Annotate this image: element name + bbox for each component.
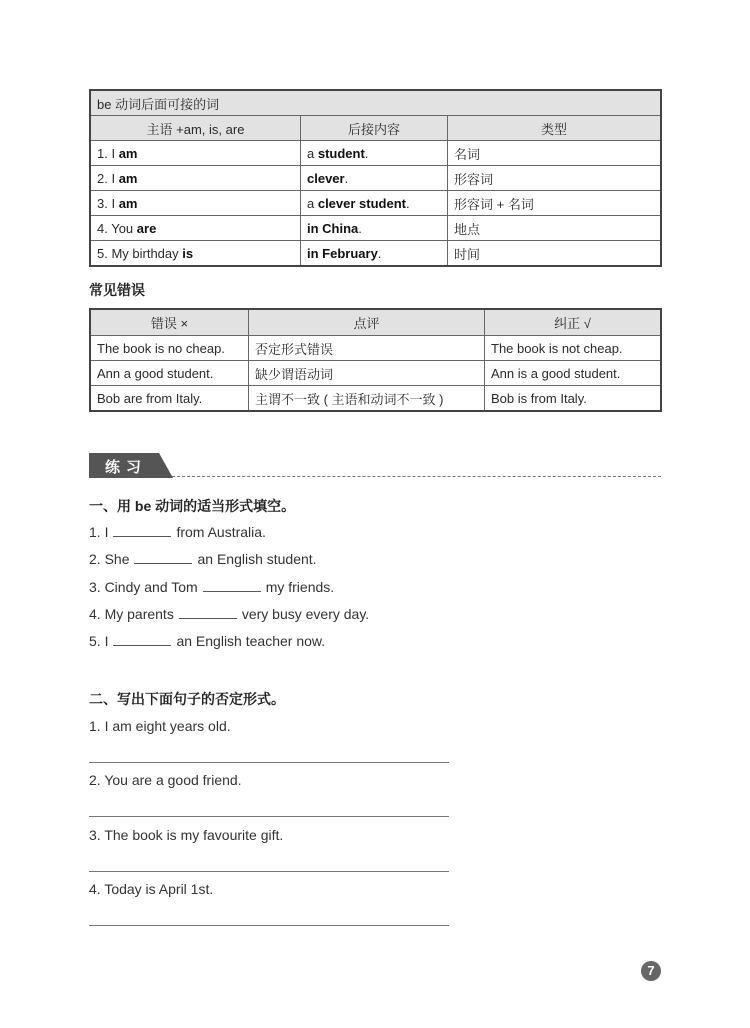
dashed-divider: [172, 476, 661, 477]
be-verb: am: [118, 170, 138, 186]
table-row: [90, 336, 661, 361]
subject-text: 5. My birthday: [97, 245, 183, 261]
table-row: [90, 386, 661, 412]
answer-line[interactable]: [89, 925, 449, 926]
type-cell: 时间: [448, 241, 662, 267]
complement-suffix: .: [344, 170, 349, 186]
item-suffix: an English teacher now.: [176, 633, 326, 650]
negation-item: 4. Today is April 1st.: [89, 880, 214, 897]
subject-text: 1. I: [97, 145, 119, 161]
comment-cell: 否定形式错误: [249, 336, 485, 361]
column-header: 主语 +am, is, are: [90, 116, 301, 141]
negation-item: 3. The book is my favourite gift.: [89, 826, 284, 843]
practice-tab-banner: [89, 453, 173, 478]
item-prefix: 4. My parents: [89, 605, 174, 622]
complement-suffix: .: [377, 245, 382, 261]
complement-bold: clever: [307, 170, 345, 186]
fill-blank-item: [89, 550, 317, 567]
subject-cell: [90, 166, 301, 191]
complement-prefix: a: [307, 145, 318, 161]
mistakes-heading: 常见错误: [89, 282, 145, 298]
complement-prefix: a: [307, 195, 318, 211]
subject-cell: [90, 141, 301, 166]
complement-suffix: .: [364, 145, 369, 161]
comment-cell: 主谓不一致 ( 主语和动词不一致 ): [249, 386, 485, 412]
column-header: 错误 ×: [90, 309, 249, 336]
corrected-sentence-cell: Ann is a good student.: [485, 361, 662, 386]
item-prefix: 5. I: [89, 633, 109, 650]
complement-cell: [301, 141, 448, 166]
column-header: 纠正 √: [485, 309, 662, 336]
table-row: [90, 141, 661, 166]
corrected-sentence-cell: Bob is from Italy.: [485, 386, 662, 412]
item-suffix: my friends.: [265, 578, 335, 595]
be-verb: am: [118, 145, 138, 161]
item-suffix: very busy every day.: [241, 605, 370, 622]
answer-blank[interactable]: [113, 632, 171, 646]
complement-bold: in China: [307, 220, 359, 236]
be-verb: am: [118, 195, 138, 211]
type-cell: 地点: [448, 216, 662, 241]
fill-blank-item: [89, 578, 334, 595]
table-title: be 动词后面可接的词: [90, 90, 661, 116]
table-row: [90, 241, 661, 267]
answer-line[interactable]: [89, 816, 449, 817]
fill-blank-item: [89, 523, 266, 540]
table-row: [90, 166, 661, 191]
wrong-sentence-cell: Bob are from Italy.: [90, 386, 249, 412]
section2-heading: 二、写出下面句子的否定形式。: [89, 691, 285, 707]
be-verb: is: [182, 245, 194, 261]
wrong-sentence-cell: Ann a good student.: [90, 361, 249, 386]
comment-cell: 缺少谓语动词: [249, 361, 485, 386]
fill-blank-item: [89, 632, 325, 649]
page-number: 7: [641, 961, 661, 981]
complement-bold: student: [317, 145, 365, 161]
corrected-sentence-cell: The book is not cheap.: [485, 336, 662, 361]
subject-cell: [90, 241, 301, 267]
type-cell: 名词: [448, 141, 662, 166]
type-cell: 形容词 + 名词: [448, 191, 662, 216]
subject-text: 4. You: [97, 220, 137, 236]
section1-heading: 一、用 be 动词的适当形式填空。: [89, 498, 296, 514]
subject-text: 2. I: [97, 170, 119, 186]
table-row: [90, 216, 661, 241]
item-suffix: from Australia.: [176, 524, 266, 540]
complement-bold: clever student: [317, 195, 406, 211]
complement-suffix: .: [406, 195, 410, 211]
complement-cell: [301, 216, 448, 241]
item-prefix: 1. I: [89, 524, 109, 540]
negation-item: 2. You are a good friend.: [89, 772, 242, 789]
wrong-sentence-cell: The book is no cheap.: [90, 336, 249, 361]
answer-line[interactable]: [89, 762, 449, 763]
type-cell: 形容词: [448, 166, 662, 191]
column-header: 类型: [448, 116, 662, 141]
negation-item: 1. I am eight years old.: [89, 718, 231, 734]
answer-blank[interactable]: [179, 605, 237, 619]
be-verb: are: [136, 220, 157, 236]
answer-line[interactable]: [89, 871, 449, 872]
subject-text: 3. I: [97, 195, 119, 211]
complement-bold: in February: [307, 245, 378, 261]
item-prefix: 3. Cindy and Tom: [89, 578, 198, 595]
complement-cell: [301, 166, 448, 191]
complement-cell: [301, 241, 448, 267]
answer-blank[interactable]: [113, 523, 171, 537]
common-mistakes-table: [89, 308, 662, 412]
item-prefix: 2. She: [89, 551, 130, 568]
be-verb-table: [89, 89, 662, 267]
complement-cell: [301, 191, 448, 216]
answer-blank[interactable]: [134, 550, 192, 564]
column-header: 点评: [249, 309, 485, 336]
practice-tab-label: 练习: [105, 459, 148, 476]
fill-blank-item: [89, 605, 369, 622]
item-suffix: an English student.: [197, 551, 317, 568]
table-row: [90, 191, 661, 216]
table-row: [90, 361, 661, 386]
subject-cell: [90, 216, 301, 241]
subject-cell: [90, 191, 301, 216]
column-header: 后接内容: [301, 116, 448, 141]
answer-blank[interactable]: [203, 578, 261, 592]
complement-suffix: .: [358, 220, 362, 236]
